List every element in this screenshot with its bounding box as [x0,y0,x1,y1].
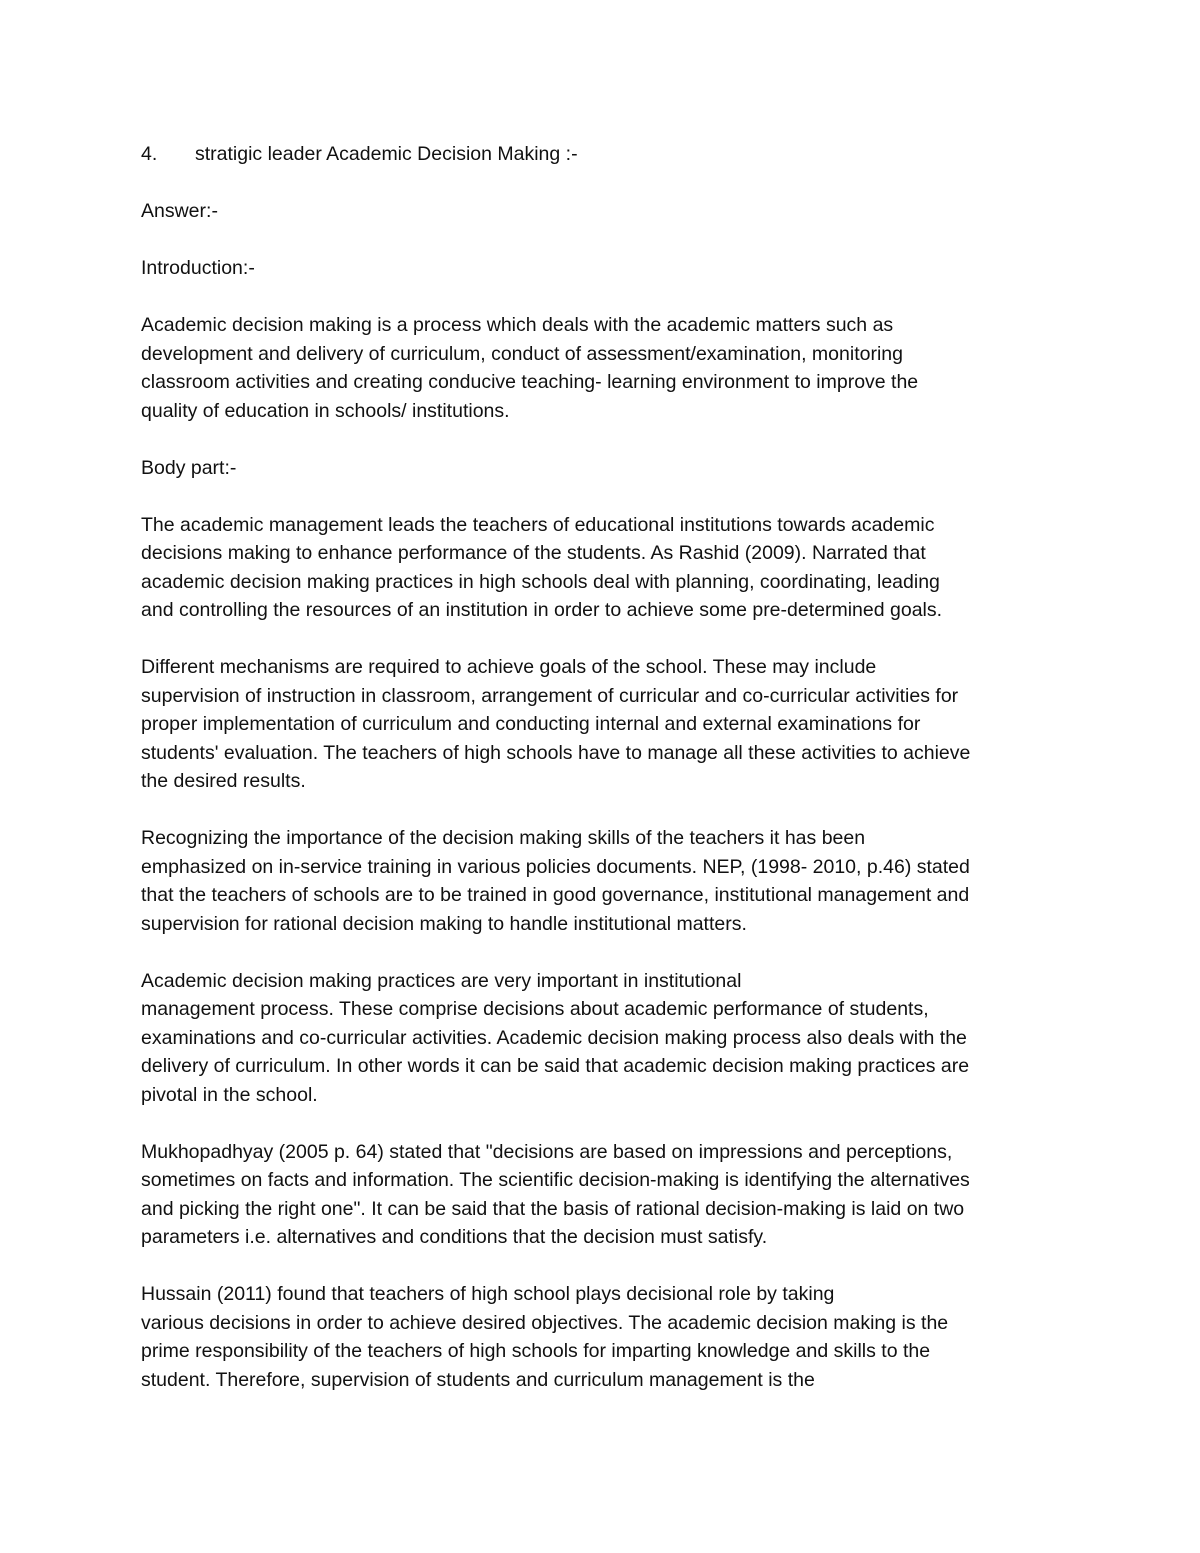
paragraph-line: student. Therefore, supervision of students and curriculum management is the [141,1368,815,1391]
paragraph-line: Mukhopadhyay (2005 p. 64) stated that "decisions are based on impressions and perceptions, [141,1140,953,1163]
paragraph-line: Academic decision making is a process which deals with the academic matters such as [141,314,894,336]
paragraph-line: The academic management leads the teachers of educational institutions towards academic [141,513,935,536]
paragraph-line: supervision of instruction in classroom, arrangement of curricular and co-curricular activities for [141,684,959,707]
body-paragraph-6 [141,1280,1081,1394]
paragraph-line: students' evaluation. The teachers of high schools have to manage all these activities to achieve [141,741,971,764]
paragraph-line: proper implementation of curriculum and conducting internal and external examinations for [141,713,921,735]
body-paragraph-4 [141,967,1081,1110]
question-title: stratigic leader Academic Decision Making :- [195,143,578,165]
body-paragraph-3 [141,824,1081,938]
body-paragraph-1 [141,511,1081,625]
question-number: 4. [141,143,158,165]
paragraph-line: Hussain (2011) found that teachers of high school plays decisional role by taking [141,1283,835,1305]
paragraph-line: emphasized on in-service training in various policies documents. NEP, (1998- 2010, p.46) stated [141,855,970,878]
introduction-label: Introduction:- [141,257,255,279]
paragraph-line: delivery of curriculum. In other words it can be said that academic decision making practices are [141,1055,970,1077]
paragraph-line: various decisions in order to achieve desired objectives. The academic decision making is the [141,1311,949,1334]
paragraph-line: parameters i.e. alternatives and conditions that the decision must satisfy. [141,1226,768,1248]
paragraph-line: that the teachers of schools are to be trained in good governance, institutional management and [141,884,970,906]
paragraph-line: development and delivery of curriculum, conduct of assessment/examination, monitoring [141,342,903,365]
paragraph-line: prime responsibility of the teachers of high schools for imparting knowledge and skills to the [141,1340,931,1362]
paragraph-line: Academic decision making practices are very important in institutional [141,969,742,992]
body-part-label: Body part:- [141,456,237,479]
paragraph-line: academic decision making practices in high schools deal with planning, coordinating, leading [141,570,940,593]
answer-label: Answer:- [141,200,218,222]
paragraph-line: Different mechanisms are required to achieve goals of the school. These may include [141,656,877,678]
paragraph-line: quality of education in schools/ institutions. [141,399,510,422]
intro-paragraph [141,311,1081,425]
paragraph-line: sometimes on facts and information. The scientific decision-making is identifying the alternatives [141,1169,970,1191]
paragraph-line: management process. These comprise decisions about academic performance of students, [141,998,929,1020]
body-paragraph-2 [141,653,1081,796]
paragraph-line: and controlling the resources of an institution in order to achieve some pre-determined goals. [141,599,943,621]
paragraph-line: examinations and co-curricular activities. Academic decision making process also deals with the [141,1026,967,1049]
question-heading [141,140,1081,169]
paragraph-line: decisions making to enhance performance of the students. As Rashid (2009). Narrated that [141,542,926,564]
document-body [141,140,1081,1423]
paragraph-line: and picking the right one". It can be said that the basis of rational decision-making is laid on two [141,1197,965,1220]
paragraph-line: the desired results. [141,770,306,792]
paragraph-line: classroom activities and creating conducive teaching- learning environment to improve the [141,371,919,393]
paragraph-line: pivotal in the school. [141,1083,318,1106]
paragraph-line: supervision for rational decision making to handle institutional matters. [141,912,747,935]
body-paragraph-5 [141,1138,1081,1252]
paragraph-line: Recognizing the importance of the decision making skills of the teachers it has been [141,827,866,849]
